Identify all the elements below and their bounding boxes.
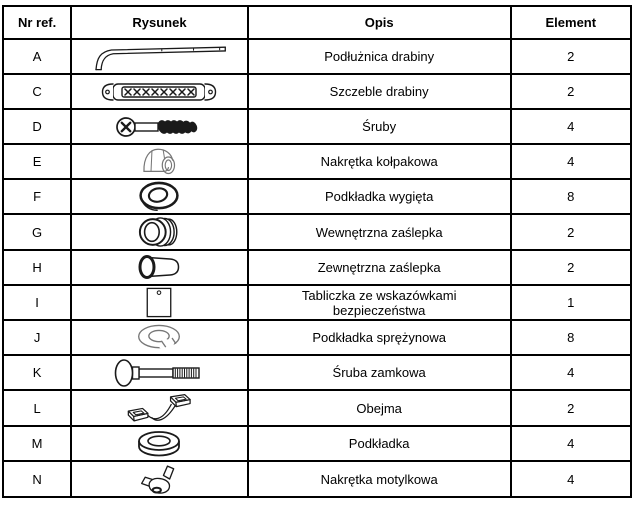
qty-cell: 4 xyxy=(511,426,631,461)
table-row xyxy=(3,355,631,390)
qty-cell: 4 xyxy=(511,144,631,179)
drawing-cell xyxy=(71,39,248,74)
qty-cell: 2 xyxy=(511,250,631,285)
table-row xyxy=(3,426,631,461)
ref-cell: A xyxy=(3,39,71,74)
drawing-cell xyxy=(71,355,248,390)
table-body xyxy=(3,39,631,497)
description-cell: Wewnętrzna zaślepka xyxy=(248,214,511,250)
table-row xyxy=(3,250,631,285)
cap-nut-icon xyxy=(139,146,179,177)
drawing-cell xyxy=(71,250,248,285)
wing-nut-icon xyxy=(137,463,181,495)
drawing-cell xyxy=(71,144,248,179)
drawing-cell xyxy=(71,74,248,109)
ref-cell: J xyxy=(3,320,71,355)
ref-cell: F xyxy=(3,179,71,214)
header-row xyxy=(3,6,631,39)
carriage-bolt-icon xyxy=(112,358,206,388)
drawing-cell xyxy=(71,461,248,497)
qty-cell: 4 xyxy=(511,355,631,390)
description-cell: Tabliczka ze wskazówkami bezpieczeństwa xyxy=(248,285,511,320)
table-row xyxy=(3,74,631,109)
qty-cell: 2 xyxy=(511,390,631,426)
table-row xyxy=(3,214,631,250)
qty-cell: 2 xyxy=(511,74,631,109)
qty-cell: 1 xyxy=(511,285,631,320)
qty-cell: 8 xyxy=(511,179,631,214)
description-cell: Podkładka xyxy=(248,426,511,461)
description-cell: Podkładka sprężynowa xyxy=(248,320,511,355)
drawing-cell xyxy=(71,390,248,426)
screw-icon xyxy=(115,115,203,139)
table-row xyxy=(3,109,631,144)
drawing-cell xyxy=(71,320,248,355)
header-nr-ref: Nr ref. xyxy=(3,6,71,39)
table-row xyxy=(3,144,631,179)
ladder-side-rail-icon xyxy=(84,43,234,71)
qty-cell: 4 xyxy=(511,461,631,497)
ref-cell: C xyxy=(3,74,71,109)
drawing-cell xyxy=(71,179,248,214)
drawing-cell xyxy=(71,109,248,144)
drawing-cell xyxy=(71,285,248,320)
ref-cell: L xyxy=(3,390,71,426)
description-cell: Podłużnica drabiny xyxy=(248,39,511,74)
ref-cell: M xyxy=(3,426,71,461)
table-row xyxy=(3,390,631,426)
curved-washer-icon xyxy=(137,181,181,212)
ref-cell: N xyxy=(3,461,71,497)
table-row xyxy=(3,461,631,497)
qty-cell: 2 xyxy=(511,214,631,250)
ref-cell: D xyxy=(3,109,71,144)
header-opis: Opis xyxy=(248,6,511,39)
qty-cell: 2 xyxy=(511,39,631,74)
table-row xyxy=(3,179,631,214)
description-cell: Szczeble drabiny xyxy=(248,74,511,109)
ref-cell: H xyxy=(3,250,71,285)
clamp-icon xyxy=(122,392,196,424)
ref-cell: E xyxy=(3,144,71,179)
description-cell: Śruba zamkowa xyxy=(248,355,511,390)
table-row xyxy=(3,39,631,74)
table-row xyxy=(3,320,631,355)
description-cell: Nakrętka kołpakowa xyxy=(248,144,511,179)
spring-washer-icon xyxy=(134,323,184,352)
header-rysunek: Rysunek xyxy=(71,6,248,39)
ref-cell: G xyxy=(3,214,71,250)
drawing-cell xyxy=(71,214,248,250)
outer-cap-icon xyxy=(137,255,181,281)
description-cell: Obejma xyxy=(248,390,511,426)
description-cell: Podkładka wygięta xyxy=(248,179,511,214)
description-cell: Zewnętrzna zaślepka xyxy=(248,250,511,285)
description-cell: Nakrętka motylkowa xyxy=(248,461,511,497)
description-cell: Śruby xyxy=(248,109,511,144)
washer-icon xyxy=(136,430,182,458)
header-element: Element xyxy=(511,6,631,39)
table-row xyxy=(3,285,631,320)
ref-cell: I xyxy=(3,285,71,320)
qty-cell: 4 xyxy=(511,109,631,144)
drawing-cell xyxy=(71,426,248,461)
safety-label-icon xyxy=(145,287,173,318)
ref-cell: K xyxy=(3,355,71,390)
parts-table xyxy=(2,5,632,498)
ladder-rung-icon xyxy=(97,79,221,105)
inner-cap-icon xyxy=(136,216,182,248)
qty-cell: 8 xyxy=(511,320,631,355)
